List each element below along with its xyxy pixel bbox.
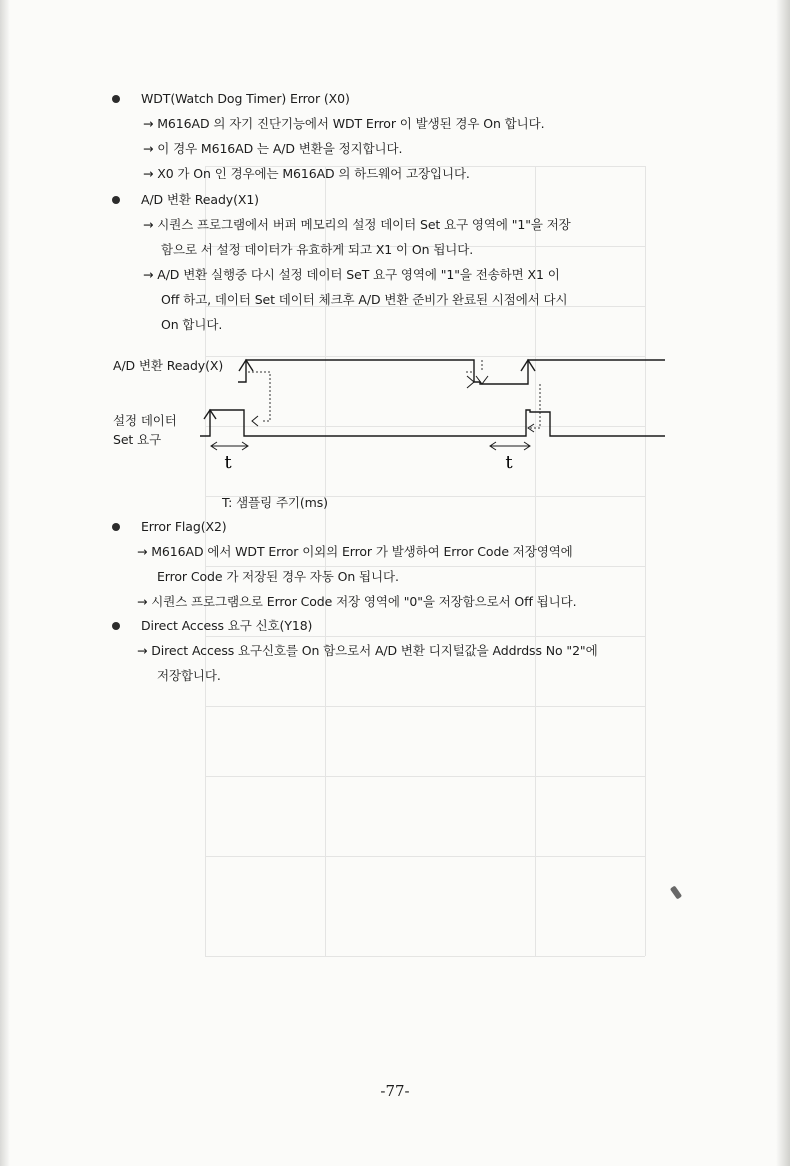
page-edge-left xyxy=(0,0,10,1166)
error-flag-line-1: → M616AD 에서 WDT Error 이외의 Error 가 발생하여 Error Code 저장영역에 xyxy=(137,544,573,559)
ready-title: A/D 변환 Ready(X1) xyxy=(141,192,259,207)
timing-caption: T: 샘플링 주기(ms) xyxy=(222,495,328,510)
timing-diagram xyxy=(110,348,670,488)
bullet-dot xyxy=(112,95,120,103)
error-flag-title: Error Flag(X2) xyxy=(141,519,227,534)
ready-line-5: On 합니다. xyxy=(161,317,223,332)
t-label-1: t xyxy=(224,452,232,473)
wdt-line-3: → X0 가 On 인 경우에는 M616AD 의 하드웨어 고장입니다. xyxy=(143,166,470,181)
bullet-dot xyxy=(112,196,120,204)
direct-access-title: Direct Access 요구 신호(Y18) xyxy=(141,618,313,633)
wdt-line-1: → M616AD 의 자기 진단기능에서 WDT Error 이 발생된 경우 On 합니다. xyxy=(143,116,545,131)
error-flag-line-2: Error Code 가 저장된 경우 자동 On 됩니다. xyxy=(157,569,399,584)
signal2-label-line1: 설정 데이터 xyxy=(113,413,177,428)
ready-dotted-guides xyxy=(248,360,540,428)
wdt-line-2: → 이 경우 M616AD 는 A/D 변환을 정지합니다. xyxy=(143,141,403,156)
signal1-label: A/D 변환 Ready(X) xyxy=(113,358,224,373)
bullet-dot xyxy=(112,622,120,630)
error-flag-line-3: → 시퀀스 프로그램으로 Error Code 저장 영역에 "0"을 저장함으로서 Off 됩니다. xyxy=(137,594,577,609)
ready-signal-waveform xyxy=(238,360,665,384)
page-edge-right xyxy=(776,0,790,1166)
scan-smudge xyxy=(670,885,682,899)
bullet-dot xyxy=(112,523,120,531)
set-request-waveform xyxy=(200,410,665,436)
ready-line-4: Off 하고, 데이터 Set 데이터 체크후 A/D 변환 준비가 완료된 시점에서 다시 xyxy=(161,292,568,307)
ready-line-3: → A/D 변환 실행중 다시 설정 데이터 SeT 요구 영역에 "1"을 전송하면 X1 이 xyxy=(143,267,560,282)
direct-access-line-1: → Direct Access 요구신호를 On 함으로서 A/D 변환 디지털값을 Addrdss No "2"에 xyxy=(137,643,598,658)
direct-access-line-2: 저장합니다. xyxy=(157,668,221,683)
ready-line-2: 함으로 서 설정 데이터가 유효하게 되고 X1 이 On 됩니다. xyxy=(161,242,474,257)
t-interval-2 xyxy=(490,442,530,450)
wdt-title: WDT(Watch Dog Timer) Error (X0) xyxy=(141,91,350,106)
t-label-2: t xyxy=(505,452,513,473)
page-number: -77- xyxy=(380,1082,410,1100)
t-interval-1 xyxy=(211,442,248,450)
signal2-label-line2: Set 요구 xyxy=(113,432,162,447)
ready-line-1: → 시퀀스 프로그램에서 버퍼 메모리의 설정 데이터 Set 요구 영역에 "1"을 저장 xyxy=(143,217,571,232)
